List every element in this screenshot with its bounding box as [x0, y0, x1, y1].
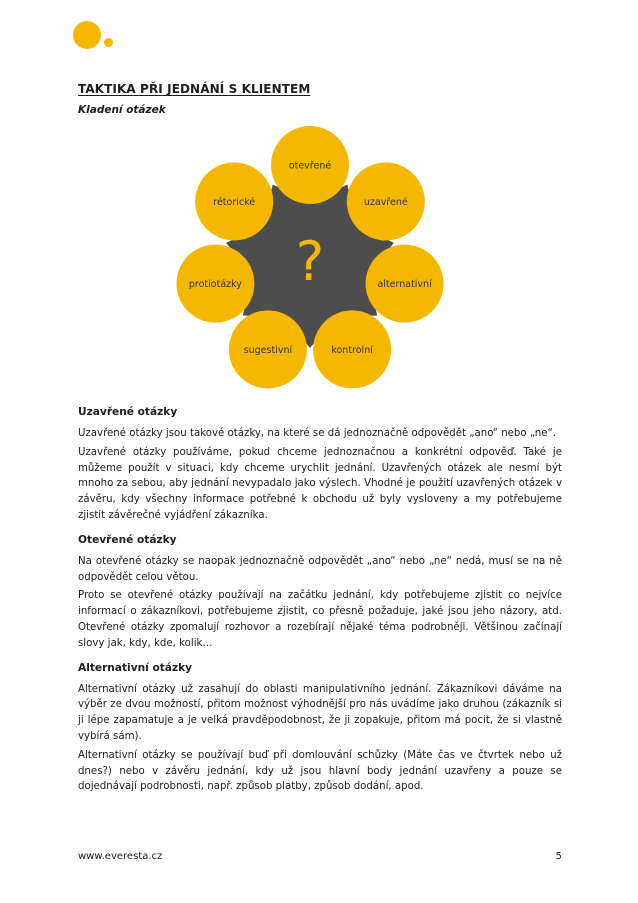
question-type-label: alternativní — [377, 279, 432, 291]
page-footer — [78, 851, 562, 862]
main-content — [78, 404, 562, 803]
question-type-label: uzavřené — [363, 197, 408, 208]
question-types-diagram — [0, 118, 638, 408]
section-heading: Alternativní otázky — [78, 661, 193, 674]
question-type-label: kontrolní — [331, 344, 373, 356]
center-question-mark: ? — [295, 230, 325, 293]
paragraph: Alternativní otázky už zasahují do oblasti manipulativního jednání. Zákazníkovi dáváme na výběr ze dvou možností, přitom možnost výhodnější pro nás uvádíme jako druhou (zákazník si ji lépe zapamatuje a je velká pravděpodobnost, že ji zopakuje, přitom má pocit, že si vlastně vybírá sám). — [78, 683, 562, 742]
page-title: TAKTIKA PŘI JEDNÁNÍ S KLIENTEM — [78, 82, 311, 96]
question-type-label: sugestivní — [243, 344, 293, 356]
footer-url: www.everesta.cz — [78, 851, 163, 862]
paragraph: Alternativní otázky se používají buď při domlouvání schůzky (Máte čas ve čtvrtek nebo už dnes?) nebo v závěru jednání, kdy už jsou hlavní body jednání uzavřeny a pouze se dojednávají podrobnosti, např. způsob platby, způsob dodání, apod. — [78, 749, 562, 793]
page-number: 5 — [555, 851, 562, 862]
paragraph: Uzavřené otázky jsou takové otázky, na které se dá jednoznačně odpovědět „ano“ nebo „ne“. — [78, 428, 557, 439]
section-heading: Uzavřené otázky — [78, 406, 178, 418]
question-type-label: protiotázky — [188, 279, 242, 291]
question-type-label: otevřené — [288, 160, 332, 172]
logo-small-circle — [104, 38, 113, 47]
section-open-questions — [78, 532, 562, 652]
section-heading: Otevřené otázky — [78, 533, 177, 546]
paragraph: Uzavřené otázky používáme, pokud chceme jednoznačnou a konkrétní odpověď. Také je můžeme použít v situaci, kdy chceme urychlit jednání. Uzavřených otázek ale nesmí být mnoho za sebou, aby jednání nevypadalo jako výslech. Vhodné je použití uzavřených otázek v závěru, kdy všechny informace potřebné k obchodu už byly vysloveny a my potřebujeme zjistit závěrečné vyjádření zákazníka. — [78, 446, 562, 521]
paragraph: Na otevřené otázky se naopak jednoznačně odpovědět „ano“ nebo „ne“ nedá, musí se na ně odpovědět celou větou. — [78, 555, 562, 583]
section-alternative-questions — [78, 660, 562, 796]
page-subtitle: Kladení otázek — [78, 104, 166, 116]
logo-large-circle — [73, 21, 101, 49]
section-closed-questions — [78, 404, 562, 524]
paragraph: Proto se otevřené otázky používají na začátku jednání, kdy potřebujeme zjistit co nejvíce informací o zákazníkovi, potřebujeme zjistit, co přesně požaduje, jaké jsou jeho názory, atd. Otevřené otázky zpomalují rozhovor a rozebírají nějaké téma podrobněji. Většinou začínají slovy jak, kdy, kde, kolik… — [78, 590, 562, 649]
question-type-label: rétorické — [213, 197, 256, 208]
